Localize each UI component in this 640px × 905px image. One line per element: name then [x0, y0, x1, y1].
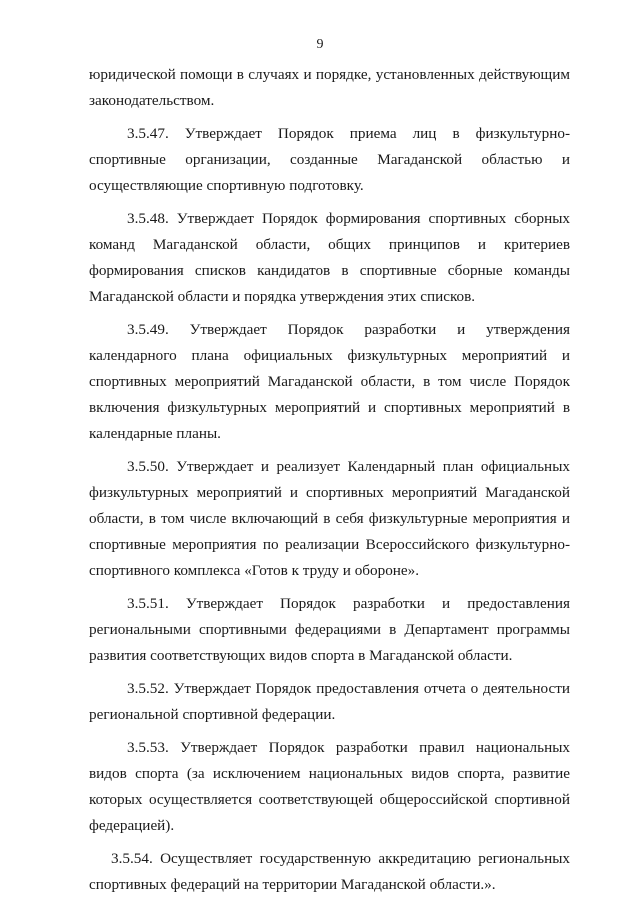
paragraph-3-5-51: 3.5.51. Утверждает Порядок разработки и предоставления региональными спортивными федерациями в Департамент программы развития соответствующих видов спорта в Магаданской области. [89, 595, 570, 664]
document-body [89, 62, 570, 905]
paragraph-3-5-47: 3.5.47. Утверждает Порядок приема лиц в физкультурно-спортивные организации, созданные Магаданской областью и осуществляющие спортивную подготовку. [89, 125, 570, 194]
page-number: 9 [316, 37, 324, 52]
paragraph-3-5-54: 3.5.54. Осуществляет государственную аккредитацию региональных спортивных федераций на территории Магаданской области.». [89, 850, 570, 893]
paragraph-3-5-49: 3.5.49. Утверждает Порядок разработки и утверждения календарного плана официальных физкультурных мероприятий и спортивных мероприятий Магаданской области, в том числе Порядок включения физкультурных мероприятий и спортивных мероприятий в календарные планы. [89, 321, 570, 442]
paragraph-3-5-52: 3.5.52. Утверждает Порядок предоставления отчета о деятельности региональной спортивной федерации. [89, 680, 570, 723]
paragraph-3-5-53: 3.5.53. Утверждает Порядок разработки правил национальных видов спорта (за исключением национальных видов спорта, развитие которых осуществляется соответствующей общероссийской спортивной федерацией). [89, 739, 570, 834]
paragraph-3-5-48: 3.5.48. Утверждает Порядок формирования спортивных сборных команд Магаданской области, общих принципов и критериев формирования списков кандидатов в спортивные сборные команды Магаданской области и порядка утверждения этих списков. [89, 210, 570, 305]
paragraph-3-5-50: 3.5.50. Утверждает и реализует Календарный план официальных физкультурных мероприятий и спортивных мероприятий Магаданской области, в том числе включающий в себя физкультурные мероприятия и спортивные мероприятия по реализации Всероссийского физкультурно-спортивного комплекса «Готов к труду и обороне». [89, 458, 570, 579]
paragraph-continuation: юридической помощи в случаях и порядке, установленных действующим законодательством. [89, 66, 570, 109]
